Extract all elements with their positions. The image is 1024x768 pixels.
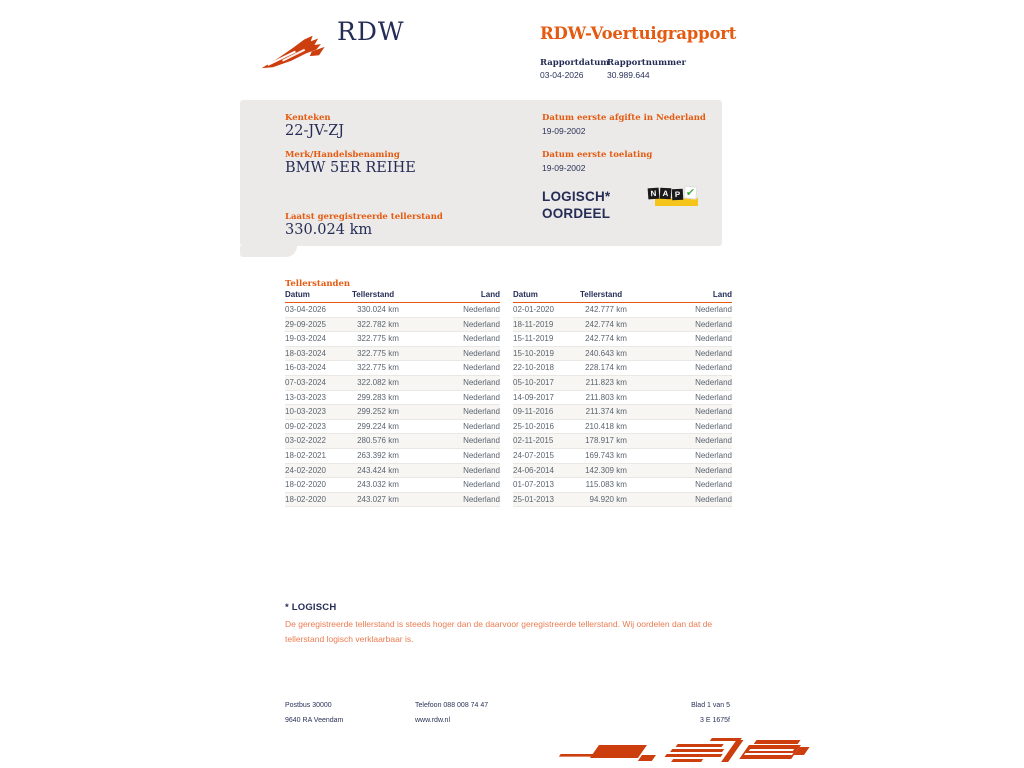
tellerstand-cell: 178.917 km <box>580 434 665 449</box>
table-header-row <box>285 289 500 303</box>
footer-page-info <box>610 698 730 728</box>
datum-cell: 01-07-2013 <box>513 478 580 493</box>
datum-cell: 09-11-2016 <box>513 405 580 420</box>
tellerstand-cell: 242.774 km <box>580 332 665 347</box>
footnote-text: De geregistreerde tellerstand is steeds hoger dan de daarvoor geregistreerde tellerstand. Wij oordelen dan dat de tellerstand logisch verklaarbaar is. <box>285 619 713 644</box>
table-row <box>513 463 732 478</box>
footer-address-line1: Postbus 30000 <box>285 702 332 709</box>
land-cell: Nederland <box>437 390 500 405</box>
kenteken-label: Kenteken <box>285 113 331 123</box>
datum-cell: 25-01-2013 <box>513 492 580 507</box>
col-header-datum: Datum <box>513 289 580 303</box>
table-row <box>285 492 500 507</box>
land-cell: Nederland <box>665 492 732 507</box>
table-row <box>513 361 732 376</box>
oordeel-line1: LOGISCH* <box>542 189 611 204</box>
tellerstand-cell: 240.643 km <box>580 346 665 361</box>
land-cell: Nederland <box>665 346 732 361</box>
rapportnummer-value: 30.989.644 <box>607 70 650 80</box>
nap-letter-a: A <box>660 188 672 200</box>
land-cell: Nederland <box>437 405 500 420</box>
land-cell: Nederland <box>437 375 500 390</box>
datum-cell: 15-11-2019 <box>513 332 580 347</box>
tellerstand-cell: 242.777 km <box>580 303 665 318</box>
tellerstand-cell: 322.775 km <box>352 332 437 347</box>
table-row <box>513 478 732 493</box>
tellerstand-cell: 228.174 km <box>580 361 665 376</box>
kenteken-value: 22-JV-ZJ <box>285 123 345 139</box>
rdw-falcon-logo-icon <box>258 33 332 70</box>
tellerstand-cell: 242.774 km <box>580 317 665 332</box>
table-row <box>513 317 732 332</box>
land-cell: Nederland <box>665 478 732 493</box>
tellerstand-cell: 299.252 km <box>352 405 437 420</box>
eerste-afgifte-value: 19-09-2002 <box>542 126 586 136</box>
table-body-left <box>285 303 500 507</box>
tellerstand-cell: 169.743 km <box>580 448 665 463</box>
datum-cell: 18-02-2020 <box>285 492 352 507</box>
datum-cell: 25-10-2016 <box>513 419 580 434</box>
rapportdatum-label: Rapportdatum <box>540 58 610 68</box>
tellerstand-cell: 330.024 km <box>352 303 437 318</box>
footer-page-number: Blad 1 van 5 <box>691 702 730 709</box>
tellerstanden-table-left <box>285 289 500 507</box>
eerste-toelating-label: Datum eerste toelating <box>542 150 653 160</box>
oordeel-text <box>542 188 610 222</box>
table-row <box>513 390 732 405</box>
table-row <box>513 419 732 434</box>
nap-logo <box>648 185 700 210</box>
datum-cell: 05-10-2017 <box>513 375 580 390</box>
nap-letter-n: N <box>648 188 660 200</box>
table-row <box>285 346 500 361</box>
tellerstanden-title: Tellerstanden <box>285 279 351 289</box>
col-header-datum: Datum <box>285 289 352 303</box>
datum-cell: 18-02-2020 <box>285 478 352 493</box>
eerste-afgifte-label: Datum eerste afgifte in Nederland <box>542 113 706 123</box>
table-row <box>285 303 500 318</box>
datum-cell: 22-10-2018 <box>513 361 580 376</box>
datum-cell: 02-11-2015 <box>513 434 580 449</box>
laatste-tellerstand-label: Laatst geregistreerde tellerstand <box>285 212 443 222</box>
tellerstand-cell: 211.823 km <box>580 375 665 390</box>
table-row <box>285 317 500 332</box>
land-cell: Nederland <box>437 361 500 376</box>
table-row <box>513 434 732 449</box>
datum-cell: 29-09-2025 <box>285 317 352 332</box>
tellerstand-cell: 263.392 km <box>352 448 437 463</box>
land-cell: Nederland <box>437 332 500 347</box>
datum-cell: 13-03-2023 <box>285 390 352 405</box>
tellerstand-cell: 210.418 km <box>580 419 665 434</box>
tellerstand-cell: 322.775 km <box>352 361 437 376</box>
vehicle-summary-box <box>240 100 722 246</box>
land-cell: Nederland <box>437 434 500 449</box>
tellerstand-cell: 211.803 km <box>580 390 665 405</box>
land-cell: Nederland <box>665 448 732 463</box>
land-cell: Nederland <box>437 463 500 478</box>
laatste-tellerstand-value: 330.024 km <box>285 222 373 238</box>
land-cell: Nederland <box>665 390 732 405</box>
table-row <box>285 405 500 420</box>
datum-cell: 24-07-2015 <box>513 448 580 463</box>
tellerstand-cell: 115.083 km <box>580 478 665 493</box>
table-row <box>513 346 732 361</box>
datum-cell: 24-02-2020 <box>285 463 352 478</box>
nap-letter-p: P <box>672 189 684 201</box>
tellerstand-cell: 299.283 km <box>352 390 437 405</box>
land-cell: Nederland <box>665 405 732 420</box>
land-cell: Nederland <box>437 448 500 463</box>
merk-value: BMW 5ER REIHE <box>285 160 416 176</box>
tellerstand-cell: 211.374 km <box>580 405 665 420</box>
land-cell: Nederland <box>665 317 732 332</box>
oordeel-line2: OORDEEL <box>542 206 611 221</box>
table-row <box>285 478 500 493</box>
footer-address-line2: 9640 RA Veendam <box>285 717 344 724</box>
tellerstand-cell: 299.224 km <box>352 419 437 434</box>
datum-cell: 16-03-2024 <box>285 361 352 376</box>
land-cell: Nederland <box>437 492 500 507</box>
land-cell: Nederland <box>437 303 500 318</box>
land-cell: Nederland <box>437 317 500 332</box>
tellerstanden-table-right <box>513 289 732 507</box>
footer-doc-code: 3 E 1675f <box>700 717 730 724</box>
col-header-tellerstand: Tellerstand <box>352 289 437 303</box>
rdw-speed-stripes-graphic <box>550 735 800 768</box>
merk-label: Merk/Handelsbenaming <box>285 150 400 160</box>
tellerstand-cell: 322.082 km <box>352 375 437 390</box>
table-row <box>285 448 500 463</box>
datum-cell: 14-09-2017 <box>513 390 580 405</box>
tellerstand-cell: 243.424 km <box>352 463 437 478</box>
table-body-right <box>513 303 732 507</box>
land-cell: Nederland <box>437 478 500 493</box>
tellerstand-cell: 322.775 km <box>352 346 437 361</box>
datum-cell: 24-06-2014 <box>513 463 580 478</box>
datum-cell: 09-02-2023 <box>285 419 352 434</box>
tellerstand-cell: 142.309 km <box>580 463 665 478</box>
col-header-land: Land <box>665 289 732 303</box>
table-row <box>285 375 500 390</box>
land-cell: Nederland <box>665 463 732 478</box>
nap-checkmark-icon: ✓ <box>685 186 696 200</box>
report-title: RDW-Voertuigrapport <box>540 24 737 43</box>
table-row <box>285 419 500 434</box>
table-header-row <box>513 289 732 303</box>
footer-phone: Telefoon 088 008 74 47 <box>415 702 489 709</box>
land-cell: Nederland <box>665 332 732 347</box>
table-row <box>285 332 500 347</box>
datum-cell: 10-03-2023 <box>285 405 352 420</box>
datum-cell: 18-02-2021 <box>285 448 352 463</box>
table-row <box>285 361 500 376</box>
land-cell: Nederland <box>665 361 732 376</box>
table-row <box>513 448 732 463</box>
rdw-logo-text: RDW <box>337 17 405 46</box>
col-header-land: Land <box>437 289 500 303</box>
table-row <box>285 463 500 478</box>
datum-cell: 03-04-2026 <box>285 303 352 318</box>
table-row <box>513 303 732 318</box>
datum-cell: 15-10-2019 <box>513 346 580 361</box>
rapportnummer-label: Rapportnummer <box>607 58 686 68</box>
datum-cell: 18-11-2019 <box>513 317 580 332</box>
land-cell: Nederland <box>665 419 732 434</box>
footer-contact <box>415 698 488 728</box>
land-cell: Nederland <box>437 346 500 361</box>
table-row <box>513 332 732 347</box>
tellerstand-cell: 280.576 km <box>352 434 437 449</box>
datum-cell: 03-02-2022 <box>285 434 352 449</box>
table-row <box>285 390 500 405</box>
land-cell: Nederland <box>665 303 732 318</box>
tellerstand-cell: 94.920 km <box>580 492 665 507</box>
rapportdatum-value: 03-04-2026 <box>540 70 584 80</box>
datum-cell: 02-01-2020 <box>513 303 580 318</box>
eerste-toelating-value: 19-09-2002 <box>542 163 586 173</box>
datum-cell: 19-03-2024 <box>285 332 352 347</box>
table-row <box>513 492 732 507</box>
table-row <box>285 434 500 449</box>
land-cell: Nederland <box>665 434 732 449</box>
col-header-tellerstand: Tellerstand <box>580 289 665 303</box>
datum-cell: 18-03-2024 <box>285 346 352 361</box>
land-cell: Nederland <box>437 419 500 434</box>
datum-cell: 07-03-2024 <box>285 375 352 390</box>
tellerstand-cell: 243.032 km <box>352 478 437 493</box>
footnote-title: * LOGISCH <box>285 602 337 613</box>
footer-website: www.rdw.nl <box>415 717 451 724</box>
land-cell: Nederland <box>665 375 732 390</box>
tellerstand-cell: 243.027 km <box>352 492 437 507</box>
table-row <box>513 375 732 390</box>
tellerstand-cell: 322.782 km <box>352 317 437 332</box>
footer-address <box>285 698 343 728</box>
table-row <box>513 405 732 420</box>
